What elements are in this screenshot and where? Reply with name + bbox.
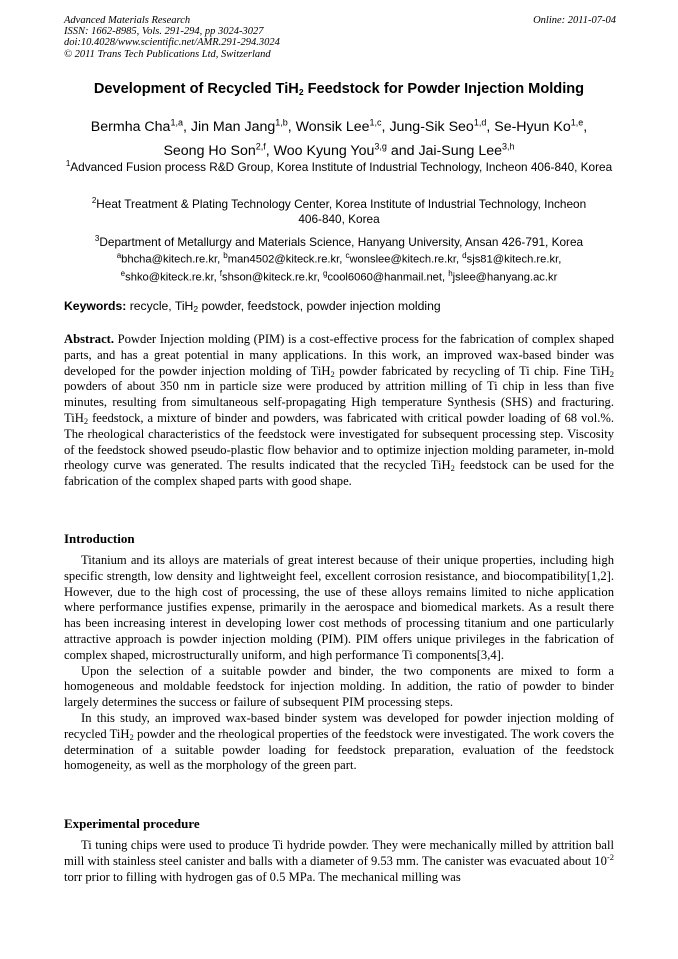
author: Jai-Sung Lee$^{3,h}$ xyxy=(418,141,515,159)
email-link[interactable]: sjs81@kitech.re.kr xyxy=(466,253,559,266)
author: Se-Hyun Ko$^{1,e}$, xyxy=(494,117,588,135)
affiliation-3: $^3$Department of Metallurgy and Materials Science, Hanyang University, Ansan 426-791, Korea xyxy=(94,234,584,249)
paper-title xyxy=(40,80,638,98)
journal-doi: doi:10.4028/www.scientific.net/AMR.291-294.3024 xyxy=(64,37,280,49)
abstract-label: Abstract. xyxy=(64,332,115,346)
author: Jin Man Jang$^{1,b}$, xyxy=(190,117,296,135)
author-list xyxy=(40,113,638,161)
journal-name: Advanced Materials Research xyxy=(64,15,191,26)
email-link[interactable]: wonslee@kitech.re.kr xyxy=(349,253,456,266)
section-heading-experimental: Experimental procedure xyxy=(64,816,200,831)
journal-issn: ISSN: 1662-8985, Vols. 291-294, pp 3024-3027 xyxy=(64,26,264,38)
paragraph: In this study, an improved wax-based binder system was developed for powder injection molding of recycled TiH$_2$ powder and the rheological properties of the feedstock were investigated. The work covers the determination of a suitable powder loading for feedstock preparation, evaluation of the feedstock homogeneity, as well as the morphology of the green part. xyxy=(64,710,614,773)
paragraph: Upon the selection of a suitable powder and binder, the two components are mixed to form a homogeneous and moldable feedstock for injection molding. In addition, the ratio of powder to binder largely determines the success or failure of subsequent PIM processing steps. xyxy=(64,663,614,710)
paragraph: Ti tuning chips were used to produce Ti hydride powder. They were mechanically milled by attrition ball mill with stainless steel canister and balls with a diameter of 9.53 mm. The canister was evacuated about $10^{-2}$ torr prior to filling with hydrogen gas of 0.5 MPa. The mechanical milling was xyxy=(64,838,614,884)
title-text-end: Feedstock for Powder Injection Molding xyxy=(303,81,585,97)
title-subscript: 2 xyxy=(298,87,304,97)
email-link[interactable]: man4502@kiteck.re.kr xyxy=(227,253,340,266)
introduction-body xyxy=(64,553,614,774)
author: Wonsik Lee$^{1,c}$, xyxy=(295,117,390,135)
author: Woo Kyung You$^{3,g}$ and xyxy=(273,141,419,159)
email-link[interactable]: shko@kiteck.re.kr xyxy=(125,271,214,284)
experimental-body xyxy=(64,838,614,885)
email-link[interactable]: bhcha@kitech.re.kr xyxy=(121,253,218,266)
paragraph: Titanium and its alloys are materials of great interest because of their unique properties, including high specific strength, low density and lightweight feel, excellent corrosion resistance, and biocompatibility[1,2]. However, due to the high cost of processing, the use of these alloys remains limited to niche application where performance justifies expense, primarily in the aerospace and biomedical markets. As a result there has been increasing interest in developing lower cost methods of processing titanium and one particularly attractive approach is powder injection molding (PIM). PIM offers unique privileges in the fabrication of complex shaped, microstructurally uniform, and high performance Ti components[3,4]. xyxy=(64,553,614,662)
journal-copyright: © 2011 Trans Tech Publications Ltd, Switzerland xyxy=(64,48,271,60)
author: Seong Ho Son$^{2,f}$, xyxy=(163,141,274,159)
author: Jung-Sik Seo$^{1,d}$, xyxy=(389,117,495,135)
section-heading-introduction: Introduction xyxy=(64,531,135,546)
email-link[interactable]: cool6060@hanmail.net xyxy=(327,271,442,284)
title-text: Development of Recycled TiH xyxy=(93,81,299,97)
email-link[interactable]: shson@kiteck.re.kr xyxy=(222,271,317,284)
email-list: $^a$bhcha@kitech.re.kr, $^b$man4502@kiteck.re.kr, $^c$wonslee@kitech.re.kr, $^d$sjs81@kitech.re.kr, $^e$shko@kiteck.re.kr, $^f$shson@kiteck.re.kr, $^g$cool6060@hanmail.net, $^h$jslee@hanyang.ac.kr xyxy=(116,251,562,284)
author: Bermha Cha$^{1,a}$, xyxy=(90,117,191,135)
email-link[interactable]: jslee@hanyang.ac.kr xyxy=(452,271,558,284)
keywords-label: Keywords: xyxy=(64,299,127,313)
affiliation-1: $^1$Advanced Fusion process R&D Group, Korea Institute of Industrial Technology, Incheon 406-840, Korea xyxy=(65,159,613,174)
journal-header xyxy=(64,15,616,60)
affiliation-2: $^2$Heat Treatment & Plating Technology Center, Korea Institute of Industrial Technology, Incheon 406-840, Korea xyxy=(91,196,587,226)
keywords: Keywords: recycle, TiH$_2$ powder, feedstock, powder injection molding xyxy=(64,299,441,314)
abstract: Abstract. Powder Injection molding (PIM) is a cost-effective process for the fabrication of complex shaped parts, and has a great potential in many applications. In this work, an improved wax-based binder was developed for the powder injection molding of TiH$_2$ powder fabricated by recycling of Ti chip. Fine TiH$_2$ powders of about 350 nm in particle size were produced by attrition milling of Ti chip in less than five minutes, resulting from simultaneous self-propagating High temperature Synthesis (SHS) and fracturing. TiH$_2$ feedstock, a mixture of binder and powders, was fabricated with critical powder loading of 68 vol.%. The rheological characteristics of the feedstock were investigated for subsequent processing step. Viscosity of the feedstock showed pseudo-plastic flow behavior and to optimize injection molding parameter, in-mold rheology curve was generated. The results indicated that the recycled TiH$_2$ feedstock can be used for the fabrication of the complex shaped parts with good shape. xyxy=(64,332,614,489)
online-date: Online: 2011-07-04 xyxy=(533,15,616,26)
